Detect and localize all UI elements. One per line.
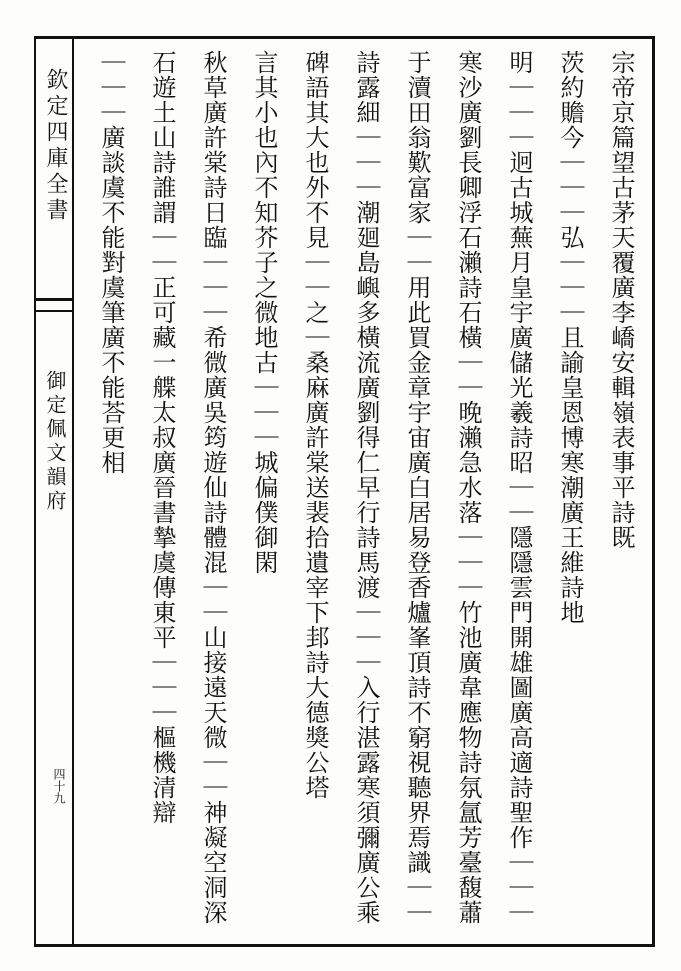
- text-columns: [86, 50, 646, 940]
- book-title: 欽定四庫全書: [43, 68, 68, 224]
- text-column: 石遊土山詩誰謂｜｜正可藏一艓太叔廣晉書摯虞傳東平｜｜｜樞機清辯: [148, 50, 176, 825]
- text-column: 明｜｜｜迥古城蕪月皇宇廣儲光羲詩昭｜｜隱隱雲門開雄圖廣高適詩聖作｜｜｜: [505, 50, 533, 925]
- margin-divider: [72, 36, 74, 947]
- text-column: 茨約贍今｜｜｜弘｜｜｜且諭皇恩博寒潮廣王維詩地: [556, 50, 584, 625]
- text-column: 于瀆田翁歎富家｜｜用此買金章宇宙廣白居易登香爐峯頂詩不窮視聽界焉識｜｜: [403, 50, 431, 925]
- top-border: [34, 36, 654, 39]
- text-column: 言其小也內不知芥子之微地古｜｜｜城偏僕御閑: [250, 50, 278, 575]
- text-column: 秋草廣許棠詩日臨｜｜｜希微廣吳筠遊仙詩體混｜｜山接遠天微｜｜神凝空洞深: [199, 50, 227, 925]
- bottom-border: [34, 944, 654, 947]
- chapter-title: 御定佩文韻府: [43, 370, 67, 514]
- text-column: ｜｜｜廣談虞不能對虞筆廣不能荅更相: [97, 50, 125, 475]
- text-column: 寒沙廣劉長卿浮石瀨詩石橫｜｜晚瀨急水落｜｜｜竹池廣韋應物詩氛氲芳臺馥蕭: [454, 50, 482, 925]
- book-margin: [38, 40, 68, 945]
- page-number: 四十九: [52, 768, 66, 804]
- text-column: 宗帝京篇望古茅天覆廣李嶠安輯嶺表事平詩既: [607, 50, 635, 550]
- text-column: 詩露細｜｜｜潮廻島嶼多橫流廣劉得仁早行詩馬渡｜｜｜入行湛露寒須彌廣公乘: [352, 50, 380, 925]
- left-border: [34, 36, 36, 947]
- text-column: 碑語其大也外不見｜｜之｜桑麻廣許棠送裴拾遺宰下邽詩大德獎公塔: [301, 50, 329, 800]
- right-border: [652, 36, 655, 947]
